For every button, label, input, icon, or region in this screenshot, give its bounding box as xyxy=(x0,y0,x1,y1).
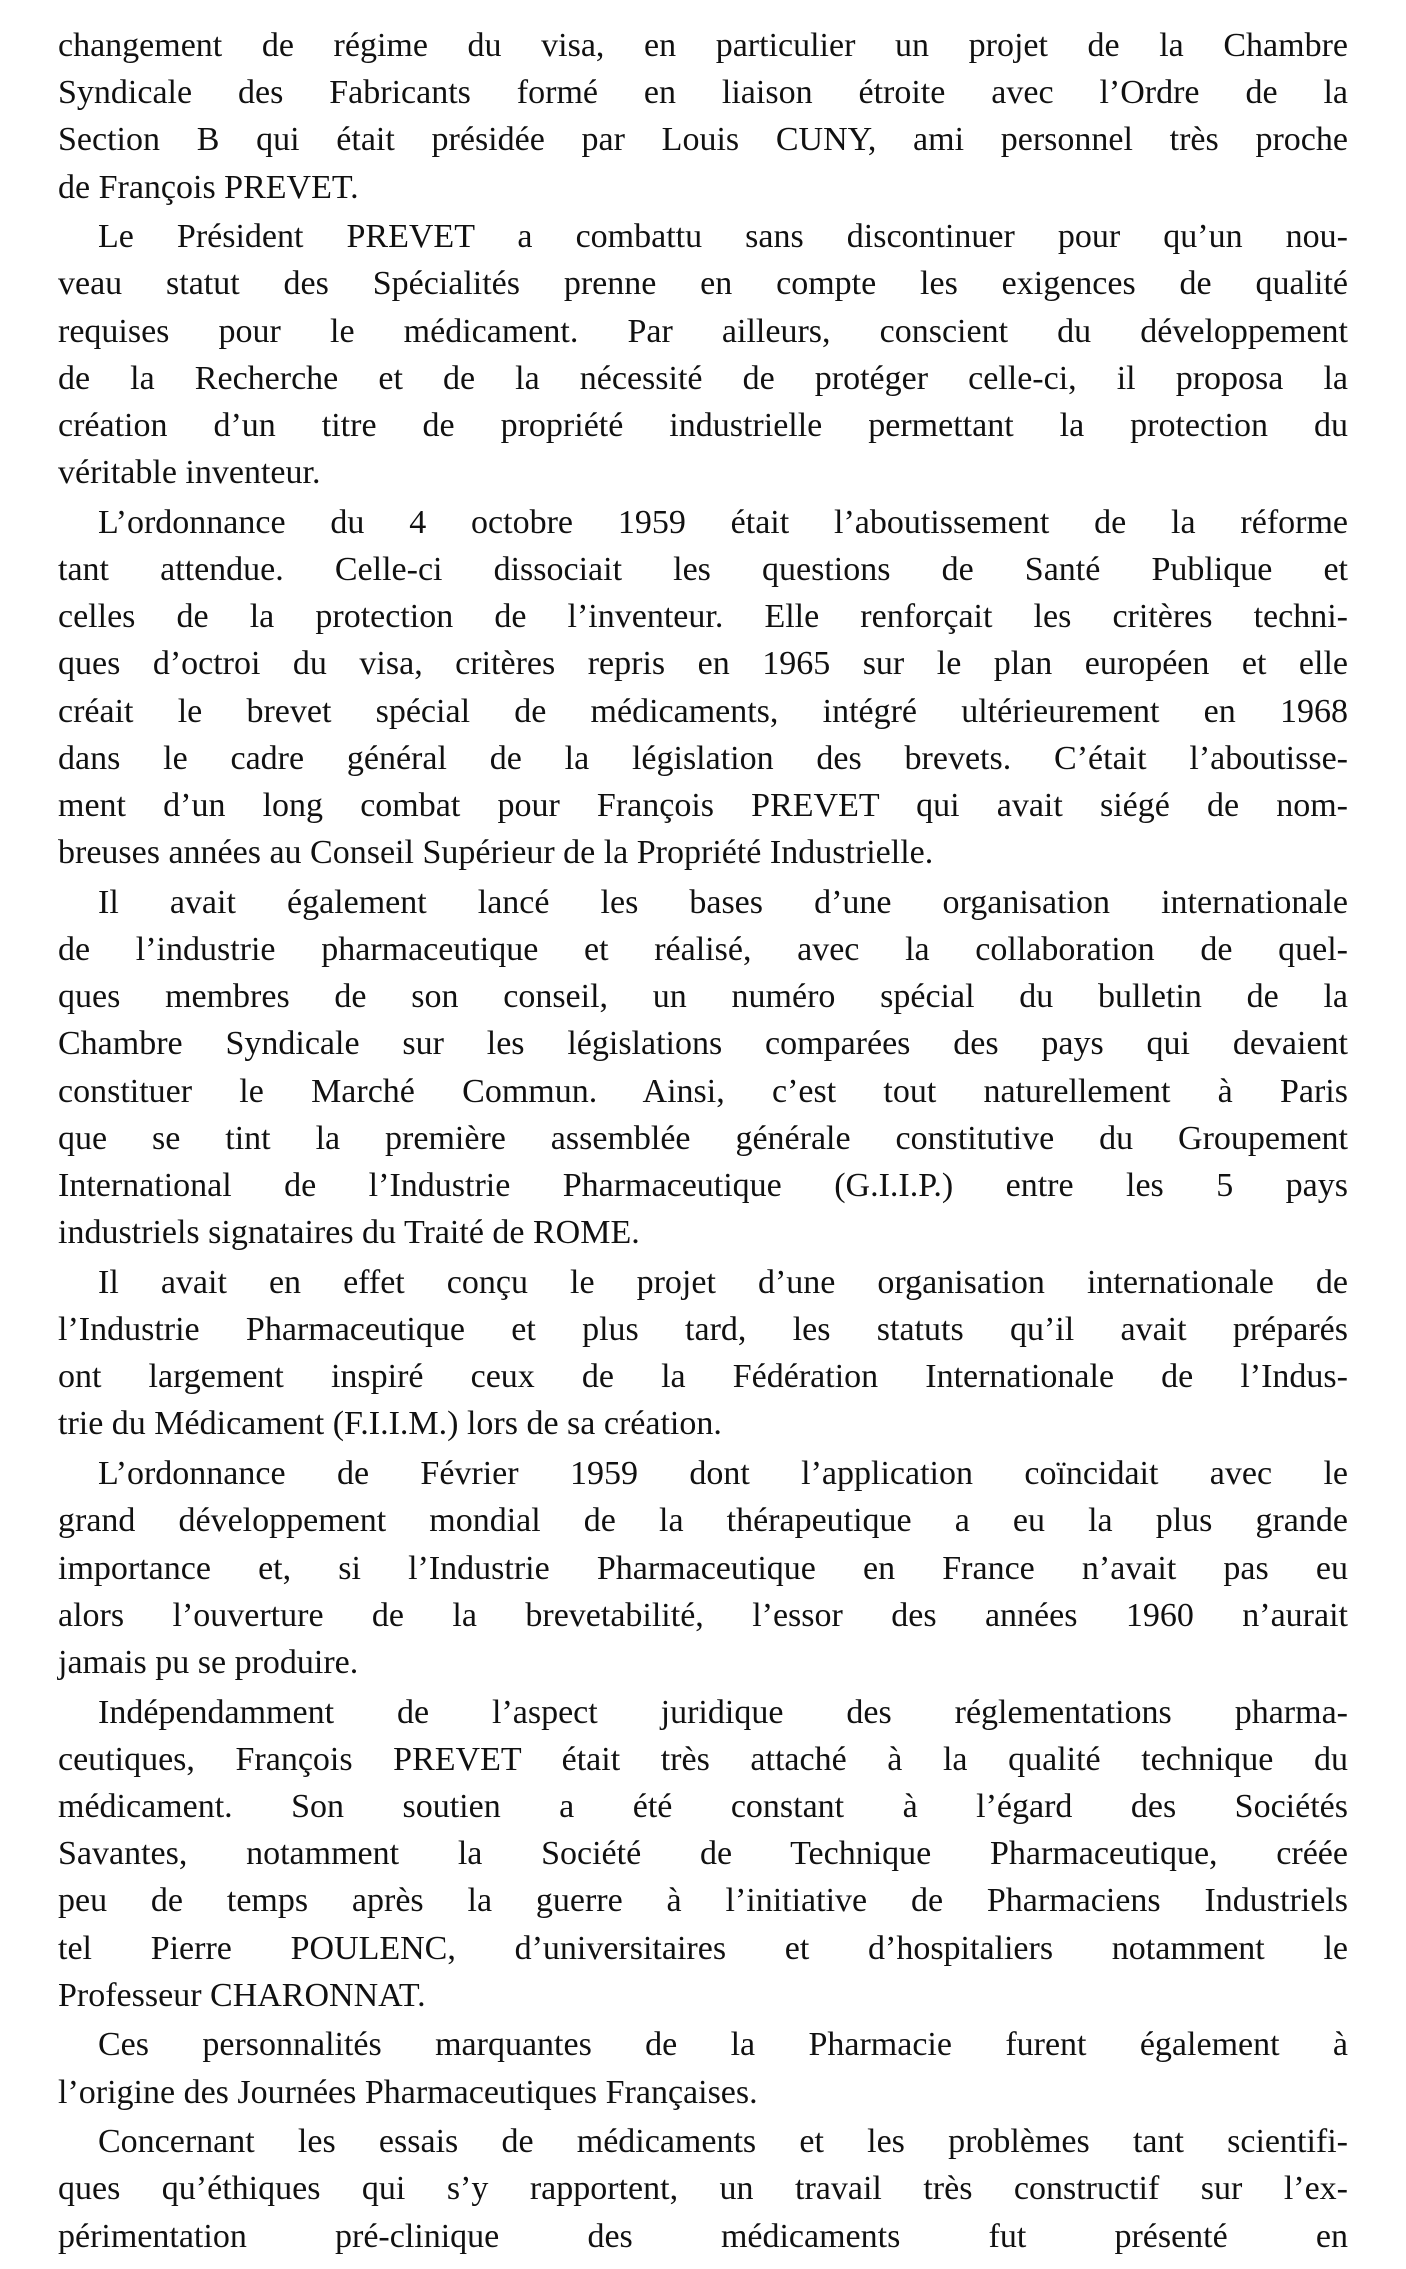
text-line: L’ordonnance de Février 1959 dont l’application coïncidait avec le xyxy=(98,1455,1348,1493)
text-line: importance et, si l’Industrie Pharmaceutique en France n’avait pas eu xyxy=(58,1549,1348,1587)
text-line: changement de régime du visa, en particulier un projet de la Chambre xyxy=(58,27,1348,64)
paragraph xyxy=(58,213,1348,496)
text-line: grand développement mondial de la thérapeutique a eu la plus grande xyxy=(58,1502,1348,1540)
text-line: ceutiques, François PREVET était très attaché à la qualité technique du xyxy=(58,1740,1348,1778)
text-line: Savantes, notamment la Société de Technique Pharmaceutique, créée xyxy=(58,1835,1348,1873)
text-line: Il avait en effet conçu le projet d’une organisation internationale de xyxy=(98,1263,1348,1301)
text-line: Le Président PREVET a combattu sans discontinuer pour qu’un nou- xyxy=(98,218,1348,256)
text-line: tel Pierre POULENC, d’universitaires et d’hospitaliers notamment le xyxy=(58,1929,1348,1967)
text-line: de la Recherche et de la nécessité de protéger celle-ci, il proposa la xyxy=(58,359,1348,397)
paragraph xyxy=(58,1450,1348,1686)
text-line: trie du Médicament (F.I.I.M.) lors de sa création. xyxy=(58,1405,722,1443)
text-line: peu de temps après la guerre à l’initiative de Pharmaciens Industriels xyxy=(58,1882,1348,1920)
text-line: International de l’Industrie Pharmaceutique (G.I.I.P.) entre les 5 pays xyxy=(58,1167,1348,1204)
text-line: Section B qui était présidée par Louis CUNY, ami personnel très proche xyxy=(58,121,1348,159)
text-line: ques qu’éthiques qui s’y rapportent, un travail très constructif sur l’ex- xyxy=(58,2170,1348,2208)
text-line: périmentation pré-clinique des médicaments fut présenté en xyxy=(58,2217,1348,2255)
paragraph xyxy=(58,1259,1348,1448)
text-line: ont largement inspiré ceux de la Fédération Internationale de l’Indus- xyxy=(58,1358,1348,1396)
paragraph xyxy=(58,2021,1348,2115)
text-line: breuses années au Conseil Supérieur de la Propriété Industrielle. xyxy=(58,834,934,872)
text-line: de l’industrie pharmaceutique et réalisé, avec la collaboration de quel- xyxy=(58,931,1348,969)
text-line: L’ordonnance du 4 octobre 1959 était l’aboutissement de la réforme xyxy=(98,503,1348,541)
paragraph xyxy=(58,499,1348,877)
text-line: constituer le Marché Commun. Ainsi, c’est tout naturellement à Paris xyxy=(58,1072,1348,1110)
text-line: ment d’un long combat pour François PREVET qui avait siégé de nom- xyxy=(58,787,1348,824)
text-line: ques d’octroi du visa, critères repris en 1965 sur le plan européen et elle xyxy=(58,645,1348,683)
text-line: dans le cadre général de la législation des brevets. C’était l’aboutisse- xyxy=(58,739,1348,777)
text-line: Professeur CHARONNAT. xyxy=(58,1976,426,2014)
document-body xyxy=(58,22,1348,2260)
text-line: que se tint la première assemblée générale constitutive du Groupement xyxy=(58,1119,1348,1157)
text-line: Syndicale des Fabricants formé en liaison étroite avec l’Ordre de la xyxy=(58,74,1348,112)
paragraph xyxy=(58,2118,1348,2260)
text-line: jamais pu se produire. xyxy=(58,1643,359,1681)
text-line: ques membres de son conseil, un numéro spécial du bulletin de la xyxy=(58,978,1348,1016)
text-line: celles de la protection de l’inventeur. Elle renforçait les critères techni- xyxy=(58,598,1348,636)
text-line: alors l’ouverture de la brevetabilité, l’essor des années 1960 n’aurait xyxy=(58,1596,1348,1634)
text-line: requises pour le médicament. Par ailleurs, conscient du développement xyxy=(58,312,1348,350)
text-line: Chambre Syndicale sur les législations comparées des pays qui devaient xyxy=(58,1025,1348,1063)
text-line: médicament. Son soutien a été constant à l’égard des Sociétés xyxy=(58,1787,1348,1825)
document-page xyxy=(58,22,1348,2260)
paragraph xyxy=(58,22,1348,211)
paragraph xyxy=(58,879,1348,1257)
text-line: industriels signataires du Traité de ROME. xyxy=(58,1214,640,1252)
text-line: Ces personnalités marquantes de la Pharmacie furent également à xyxy=(98,2026,1348,2064)
text-line: Indépendamment de l’aspect juridique des réglementations pharma- xyxy=(98,1693,1348,1731)
paragraph xyxy=(58,1689,1348,2019)
text-line: l’Industrie Pharmaceutique et plus tard, les statuts qu’il avait préparés xyxy=(58,1311,1348,1349)
text-line: l’origine des Journées Pharmaceutiques Françaises. xyxy=(58,2073,758,2111)
text-line: de François PREVET. xyxy=(58,168,359,206)
text-line: créait le brevet spécial de médicaments, intégré ultérieurement en 1968 xyxy=(58,692,1348,730)
text-line: veau statut des Spécialités prenne en compte les exigences de qualité xyxy=(58,265,1348,303)
text-line: Concernant les essais de médicaments et les problèmes tant scientifi- xyxy=(98,2123,1348,2161)
text-line: tant attendue. Celle-ci dissociait les questions de Santé Publique et xyxy=(58,551,1348,589)
text-line: création d’un titre de propriété industrielle permettant la protection du xyxy=(58,407,1348,444)
text-line: véritable inventeur. xyxy=(58,454,321,492)
text-line: Il avait également lancé les bases d’une organisation internationale xyxy=(98,883,1348,921)
